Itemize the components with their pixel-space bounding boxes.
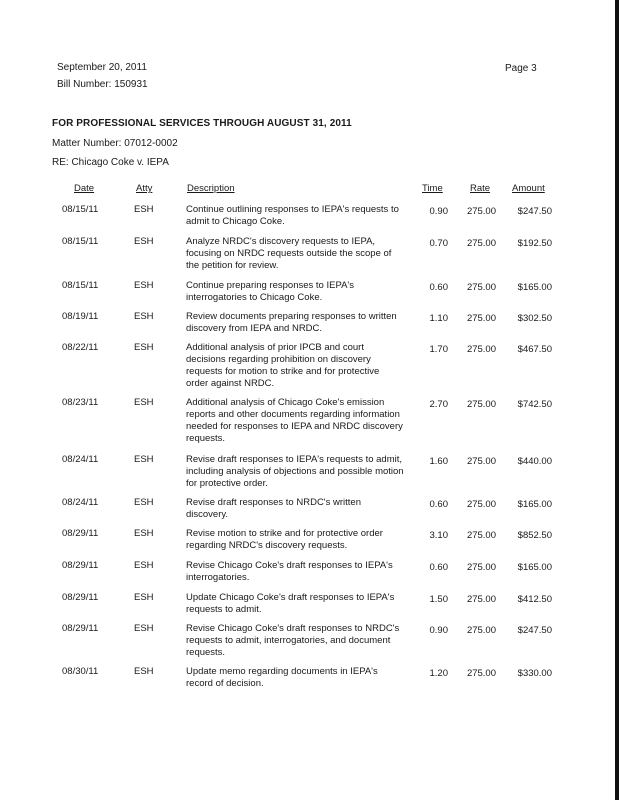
column-header-date: Date — [74, 183, 95, 194]
bill-number: Bill Number: 150931 — [57, 79, 148, 90]
entry-amount: $192.50 — [517, 238, 552, 249]
entry-description: Update Chicago Coke's draft responses to IEPA's requests to admit. — [186, 592, 395, 615]
entry-time: 0.70 — [429, 238, 448, 249]
entry-date: 08/30/11 — [62, 666, 99, 677]
entry-rate: 275.00 — [466, 282, 496, 293]
entry-time: 0.60 — [429, 282, 448, 293]
entry-time: 0.60 — [429, 499, 448, 510]
entry-description: Additional analysis of Chicago Coke's emission reports and other documents regarding information needed for responses to IEPA and NRDC discovery requests. — [186, 397, 403, 444]
entry-description: Revise draft responses to IEPA's requests to admit, including analysis of objections and possible motion for protective order. — [186, 454, 404, 489]
page-number: Page 3 — [505, 63, 537, 74]
entry-date: 08/19/11 — [62, 311, 99, 322]
entry-attorney: ESH — [134, 528, 154, 539]
entry-time: 2.70 — [429, 399, 448, 410]
entry-date: 08/15/11 — [62, 280, 99, 291]
entry-time: 1.60 — [429, 456, 448, 467]
entry-date: 08/23/11 — [62, 397, 99, 408]
entry-attorney: ESH — [134, 497, 154, 508]
entry-time: 0.90 — [429, 206, 448, 217]
entry-date: 08/29/11 — [62, 623, 99, 634]
entry-rate: 275.00 — [466, 344, 496, 355]
entry-description: Additional analysis of prior IPCB and court decisions regarding prohibition on discovery requests for motion to strike and for protective order against NRDC. — [186, 342, 380, 389]
entry-time: 0.90 — [429, 625, 448, 636]
entry-time: 1.70 — [429, 344, 448, 355]
entry-date: 08/15/11 — [62, 236, 99, 247]
entry-date: 08/22/11 — [62, 342, 99, 353]
entry-attorney: ESH — [134, 204, 154, 215]
entry-description: Revise draft responses to NRDC's written discovery. — [186, 497, 361, 520]
entry-rate: 275.00 — [466, 399, 496, 410]
entry-attorney: ESH — [134, 666, 154, 677]
column-header-time: Time — [422, 183, 443, 194]
entry-amount: $330.00 — [517, 668, 552, 679]
re-line: RE: Chicago Coke v. IEPA — [52, 157, 169, 168]
entry-amount: $742.50 — [517, 399, 552, 410]
column-header-description: Description — [187, 183, 235, 194]
entry-amount: $165.00 — [517, 562, 552, 573]
entry-rate: 275.00 — [466, 499, 496, 510]
entry-description: Revise Chicago Coke's draft responses to IEPA's interrogatories. — [186, 560, 393, 583]
entry-rate: 275.00 — [466, 625, 496, 636]
entry-time: 1.10 — [429, 313, 448, 324]
entry-rate: 275.00 — [466, 456, 496, 467]
entry-rate: 275.00 — [466, 530, 496, 541]
entry-time: 3.10 — [429, 530, 448, 541]
entry-description: Update memo regarding documents in IEPA's record of decision. — [186, 666, 378, 689]
entry-rate: 275.00 — [466, 313, 496, 324]
entry-amount: $165.00 — [517, 282, 552, 293]
column-header-atty: Atty — [136, 183, 153, 194]
entry-attorney: ESH — [134, 311, 154, 322]
entry-amount: $247.50 — [517, 206, 552, 217]
entry-date: 08/29/11 — [62, 528, 99, 539]
entry-amount: $247.50 — [517, 625, 552, 636]
entry-amount: $412.50 — [517, 594, 552, 605]
entry-amount: $165.00 — [517, 499, 552, 510]
entry-attorney: ESH — [134, 623, 154, 634]
entry-description: Analyze NRDC's discovery requests to IEPA, focusing on NRDC requests outside the scope of the petition for review. — [186, 236, 392, 271]
entry-amount: $467.50 — [517, 344, 552, 355]
entry-description: Continue preparing responses to IEPA's interrogatories to Chicago Coke. — [186, 280, 354, 303]
entry-attorney: ESH — [134, 397, 154, 408]
entry-date: 08/29/11 — [62, 560, 99, 571]
entry-amount: $852.50 — [517, 530, 552, 541]
entry-date: 08/29/11 — [62, 592, 99, 603]
entry-rate: 275.00 — [466, 206, 496, 217]
entry-date: 08/24/11 — [62, 454, 99, 465]
entry-rate: 275.00 — [466, 562, 496, 573]
entry-date: 08/24/11 — [62, 497, 99, 508]
column-header-rate: Rate — [470, 183, 491, 194]
entry-attorney: ESH — [134, 592, 154, 603]
entry-attorney: ESH — [134, 560, 154, 571]
entry-time: 0.60 — [429, 562, 448, 573]
entry-attorney: ESH — [134, 342, 154, 353]
entry-amount: $440.00 — [517, 456, 552, 467]
services-title: FOR PROFESSIONAL SERVICES THROUGH AUGUST 31, 2011 — [52, 118, 352, 129]
entry-description: Review documents preparing responses to written discovery from IEPA and NRDC. — [186, 311, 397, 334]
entry-attorney: ESH — [134, 280, 154, 291]
scan-edge — [615, 0, 619, 800]
entry-rate: 275.00 — [466, 668, 496, 679]
invoice-date: September 20, 2011 — [57, 62, 147, 73]
entry-time: 1.20 — [429, 668, 448, 679]
entry-rate: 275.00 — [466, 594, 496, 605]
entry-amount: $302.50 — [517, 313, 552, 324]
entry-description: Revise Chicago Coke's draft responses to NRDC's requests to admit, interrogatories, and document requests. — [186, 623, 400, 658]
entry-date: 08/15/11 — [62, 204, 99, 215]
matter-number: Matter Number: 07012-0002 — [52, 138, 178, 149]
column-header-amount: Amount — [512, 183, 545, 194]
entry-attorney: ESH — [134, 454, 154, 465]
entry-description: Continue outlining responses to IEPA's requests to admit to Chicago Coke. — [186, 204, 399, 227]
entry-description: Revise motion to strike and for protective order regarding NRDC's discovery requests. — [186, 528, 383, 551]
entry-time: 1.50 — [429, 594, 448, 605]
entry-attorney: ESH — [134, 236, 154, 247]
entry-rate: 275.00 — [466, 238, 496, 249]
